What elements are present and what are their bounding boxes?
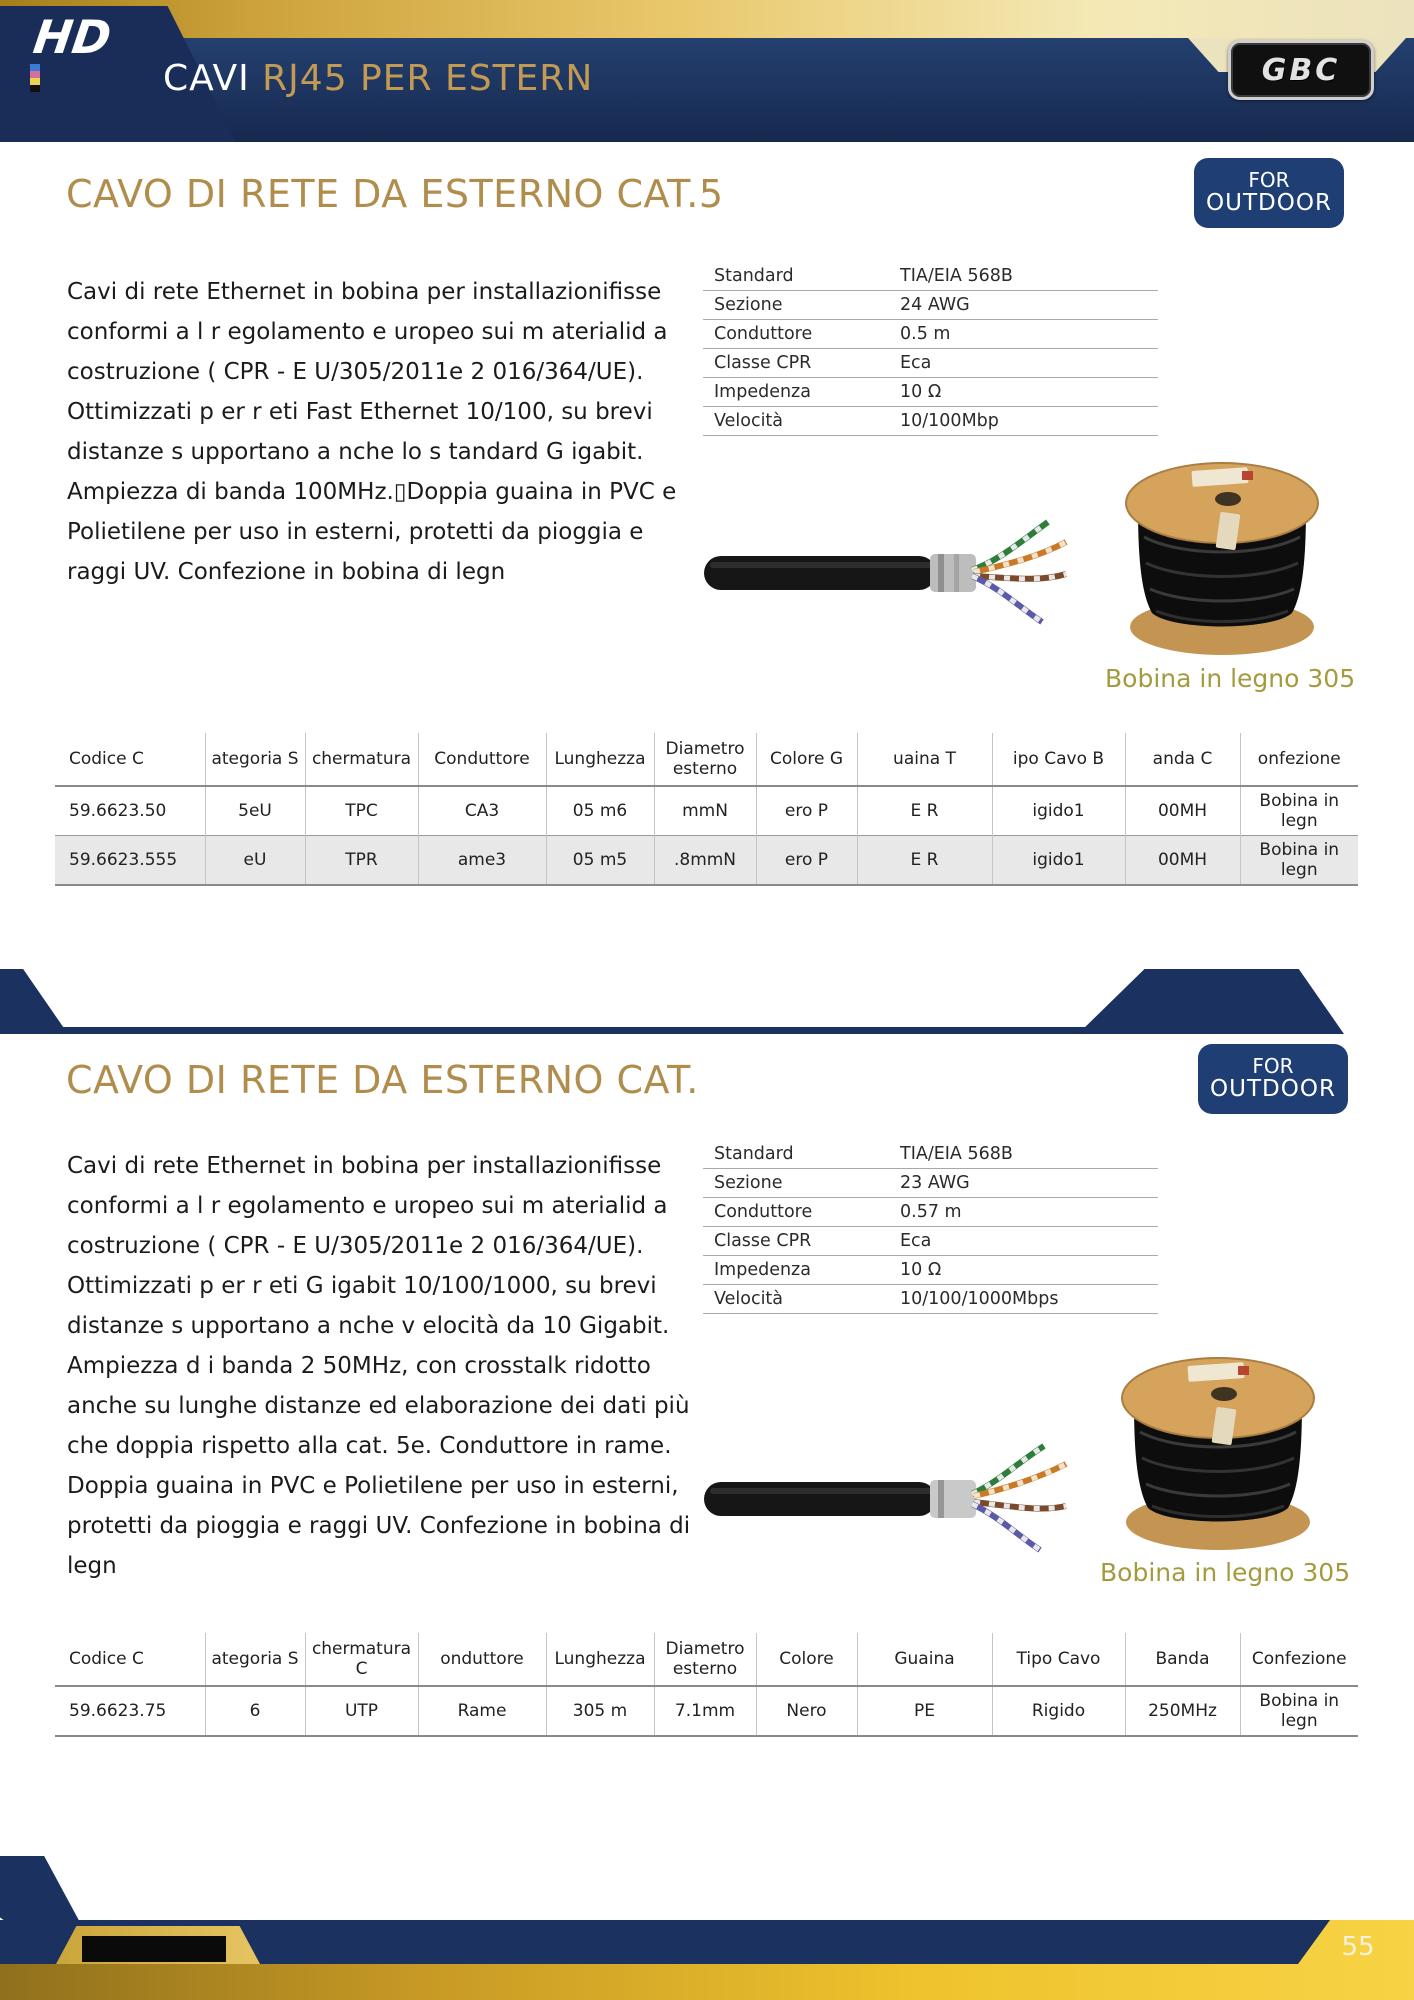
spec-row: Velocità 10/100Mbp (703, 407, 1158, 436)
product-table-cat5 (55, 733, 1358, 886)
spool-photo-cat5 (1122, 455, 1322, 660)
badge-line1: FOR (1248, 167, 1290, 192)
spec-row: Conduttore 0.5 m (703, 320, 1158, 349)
spool-caption-1: Bobina in legno 305 (1105, 664, 1356, 693)
section1-description: Cavi di rete Ethernet in bobina per installazionifisse conformi a l r egolamento e uropeo sui m aterialid a costruzione ( CPR - E U/305/2011e 2 016/364/UE). Ottimizzati p er r eti Fast Ethernet 10/100, su brevi distanze s upportano a nche lo s tandard G igabit. Ampiezza di banda 100MHz.▯Doppia guaina in PVC e Polietilene per uso in esterni, protetti da pioggia e raggi UV. Confezione in bobina di legn (67, 279, 677, 585)
spec-row: Standard TIA/EIA 568B (703, 1140, 1158, 1169)
spool-caption-2: Bobina in legno 305 (1100, 1558, 1351, 1587)
for-outdoor-badge-2 (1198, 1044, 1348, 1114)
spec-row: Standard TIA/EIA 568B (703, 262, 1158, 291)
page-title (163, 58, 593, 99)
badge-line1: FOR (1252, 1053, 1294, 1078)
cable-photo-cat5 (700, 512, 1072, 630)
table-header-row: Codice C ategoria S chermatura Conduttore Lunghezza Diametro esterno Colore G uaina T ipo Cavo B anda C onfezione (55, 733, 1358, 786)
badge-line2: OUTDOOR (1206, 190, 1332, 217)
section2-title: CAVO DI RETE DA ESTERNO CAT. (66, 1058, 699, 1102)
spec-row: Classe CPR Eca (703, 1227, 1158, 1256)
spec-row: Conduttore 0.57 m (703, 1198, 1158, 1227)
for-outdoor-badge-1 (1194, 158, 1344, 228)
spool-photo-cat6 (1118, 1350, 1318, 1555)
section2-description: Cavi di rete Ethernet in bobina per installazionifisse conformi a l r egolamento e uropeo sui m aterialid a costruzione ( CPR - E U/305/2011e 2 016/364/UE). Ottimizzati p er r eti G igabit 10/100/1000, su brevi distanze s upportano a nche v elocità da 10 Gigabit. Ampiezza d i banda 2 50MHz, con crosstalk ridotto anche su lunghe distanze ed elaborazione dei dati più che doppia rispetto alla cat. 5e. Conduttore in rame. Doppia guaina in PVC e Polietilene per uso in esterni, protetti da pioggia e raggi UV. Confezione in bobina di legn (67, 1153, 691, 1579)
badge-line2: OUTDOOR (1210, 1076, 1336, 1103)
cable-photo-cat6 (700, 1438, 1072, 1556)
gbc-logo-text: GBC (1261, 52, 1341, 88)
table-header-row: Codice C ategoria S chermatura C onduttore Lunghezza Diametro esterno Colore Guaina Tipo Cavo Banda Confezione (55, 1633, 1358, 1686)
divider-left-shape (0, 969, 68, 1034)
divider-line (0, 1027, 1213, 1034)
section2-spec-table (703, 1140, 1158, 1314)
page-title-white: CAVI (163, 58, 250, 99)
spec-row: Velocità 10/100/1000Mbps (703, 1285, 1158, 1314)
page-number: 55 (1341, 1932, 1375, 1962)
section1-title: CAVO DI RETE DA ESTERNO CAT.5 (66, 172, 724, 216)
spec-row: Impedenza 10 Ω (703, 1256, 1158, 1285)
divider-right-shape (1078, 969, 1344, 1034)
page-title-gold: RJ45 PER ESTERN (262, 58, 594, 99)
spec-row: Sezione 23 AWG (703, 1169, 1158, 1198)
spec-row: Classe CPR Eca (703, 349, 1158, 378)
table-row: 59.6623.50 5eU TPC CA3 05 m6 mmN ero P E R igido1 00MH Bobina in legn (55, 786, 1358, 836)
header-gold-strip (0, 0, 1414, 38)
gbc-logo (1228, 40, 1374, 100)
hd-logo: HD (30, 10, 115, 64)
table-row: 59.6623.555 eU TPR ame3 05 m5 .8mmN ero P E R igido1 00MH Bobina in legn (55, 836, 1358, 886)
footer-black-bar (82, 1936, 226, 1962)
product-table-cat6 (55, 1633, 1358, 1737)
spec-row: Impedenza 10 Ω (703, 378, 1158, 407)
spec-row: Sezione 24 AWG (703, 291, 1158, 320)
print-registration-mark-icon (30, 64, 40, 92)
section1-spec-table (703, 262, 1158, 436)
table-row: 59.6623.75 6 UTP Rame 305 m 7.1mm Nero PE Rigido 250MHz Bobina in legn (55, 1686, 1358, 1736)
